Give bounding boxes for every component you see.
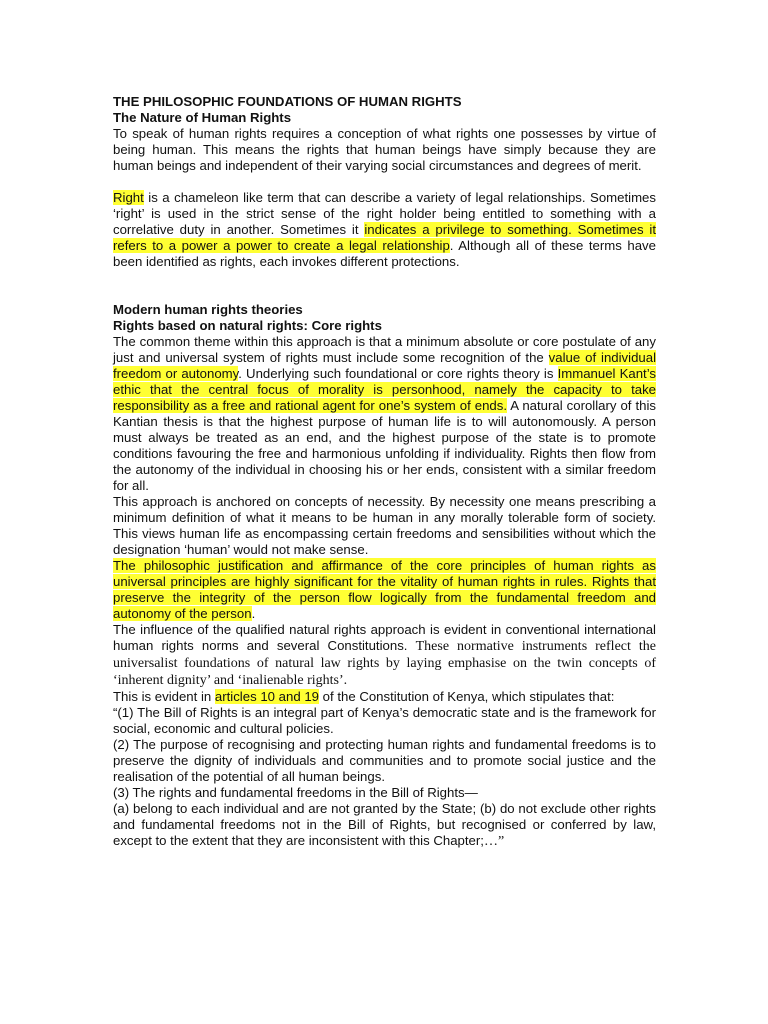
paragraph-necessity: This approach is anchored on concepts of necessity. By necessity one means prescribing a minimum definition of what it means to be human in any morally tolerable form of society. This views human life as encompassing certain freedoms and sensibilities without which the designation ‘human’ would not make sense. xyxy=(113,494,656,557)
highlight-right: Right xyxy=(113,190,144,205)
section-heading-nature: The Nature of Human Rights xyxy=(113,110,292,125)
quote-clause-3: (3) The rights and fundamental freedoms in the Bill of Rights— xyxy=(113,785,478,800)
heading-text: Rights based on natural rights xyxy=(113,318,304,333)
text-span-serif: These normative instruments reflect the universalist foundations of natural law rights by laying emphasise on the twin concepts of ‘inherent dignity’ and ‘inalienable rights’. xyxy=(113,639,656,688)
text-span: is a chameleon like term that can describe a variety of legal relationships. Sometimes ‘right’ is used in the strict sense of the right holder being entitled to something with a correlative duty in another. Sometimes it xyxy=(113,190,656,237)
text-span: . Although all of these terms have been identified as rights, each invokes different protections. xyxy=(113,238,656,269)
section-heading-natural-rights xyxy=(113,318,656,334)
highlight-privilege: indicates a privilege to something. Sometimes it refers to a power a power to create a legal relationship xyxy=(113,222,656,253)
section-heading-modern: Modern human rights theories xyxy=(113,302,303,317)
text-span: of the Constitution of Kenya, which stipulates that: xyxy=(319,689,615,704)
text-span: . xyxy=(251,606,256,621)
highlight-value-freedom: value of individual freedom or autonomy xyxy=(113,350,656,381)
text-span: . Underlying such foundational or core rights theory is xyxy=(238,366,558,381)
quote-clause-3-ab xyxy=(113,801,656,850)
document-title: THE PHILOSOPHIC FOUNDATIONS OF HUMAN RIGHTS xyxy=(113,94,462,109)
paragraph-core-rights xyxy=(113,334,656,494)
quote-clause-1: “(1) The Bill of Rights is an integral part of Kenya’s democratic state and is the framework for social, economic and cultural policies. xyxy=(113,705,656,736)
text-span: The influence of the qualified natural rights approach is evident in conventional international human rights norms and several Constitutions. xyxy=(113,622,656,653)
quote-clause-2: (2) The purpose of recognising and protecting human rights and fundamental freedoms is to preserve the dignity of individuals and communities and to promote social justice and the realisation of the potential of all human beings. xyxy=(113,737,656,784)
paragraph-articles xyxy=(113,689,656,705)
highlight-justification: The philosophic justification and affirmance of the core principles of human rights as universal principles are highly significant for the vitality of human rights in rules. Rights that preserve the integrity of the person flow logically from the fundamental freedom and autonomy of the person xyxy=(113,558,656,621)
document-page xyxy=(113,94,656,850)
paragraph-justification xyxy=(113,558,656,622)
text-span: (a) belong to each individual and are not granted by the State; (b) do not exclude other rights and fundamental freedoms not in the Bill of Rights, but recognised or conferred by law, except to the extent that they are inconsistent with this Chapter; xyxy=(113,801,656,848)
text-span: A natural corollary of this Kantian thesis is that the highest purpose of human life is to will autonomously. A person must always be treated as an end, and the highest purpose of the state is to promote conditions favouring the free and harmonious unfolding if individuality. Rights then flow from the autonomy of the individual in choosing his or her ends, consistent with a similar freedom for all. xyxy=(113,398,656,493)
heading-suffix: : Core rights xyxy=(303,318,382,333)
highlight-articles: articles 10 and 19 xyxy=(214,689,319,704)
text-span: The common theme within this approach is that a minimum absolute or core postulate of any just and universal system of rights must include some recognition of the xyxy=(113,334,656,365)
text-span: This is evident in xyxy=(113,689,215,704)
highlight-kant: Immanuel Kant’s ethic that the central focus of morality is personhood, namely the capacity to take responsibility as a free and rational agent for one’s system of ends. xyxy=(113,366,656,413)
paragraph-influence xyxy=(113,622,656,689)
paragraph-intro: To speak of human rights requires a conception of what rights one possesses by virtue of being human. This means the rights that human beings have simply because they are human beings and independent of their varying social circumstances and degrees of merit. xyxy=(113,126,656,173)
paragraph-right-definition xyxy=(113,190,656,270)
quote-end: …” xyxy=(483,834,505,849)
